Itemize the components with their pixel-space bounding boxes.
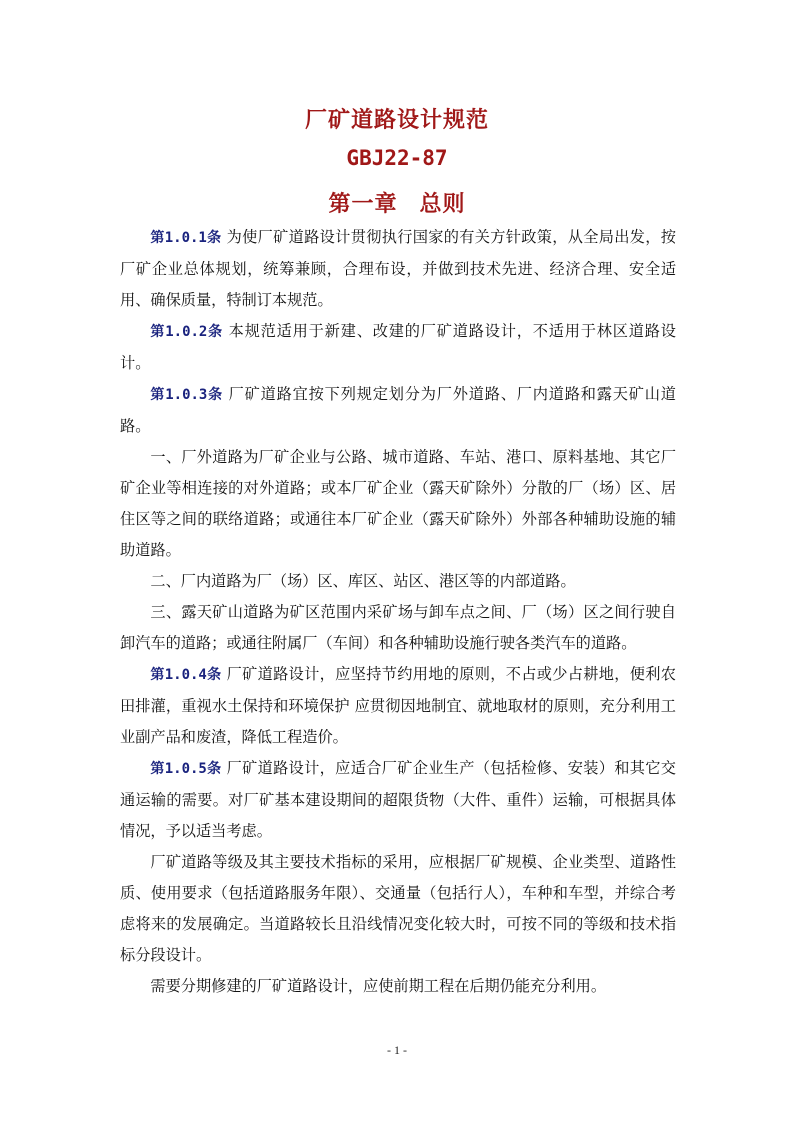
standard-code: GBJ22-87	[346, 146, 448, 170]
paragraph-text: 需要分期修建的厂矿道路设计，应使前期工程在后期仍能充分利用。	[150, 977, 607, 995]
paragraph-text: 二、厂内道路为厂（场）区、库区、站区、港区等的内部道路。	[150, 572, 576, 590]
document-body	[120, 222, 676, 1002]
paragraph	[120, 222, 676, 316]
paragraph	[120, 316, 676, 379]
paragraph-text: 厂矿道路宜按下列规定划分为厂外道路、厂内道路和露天矿山道路。	[120, 385, 676, 435]
paragraph-text: 为使厂矿道路设计贯彻执行国家的有关方针政策，从全局出发，按厂矿企业总体规划，统筹兼顾，合理布设，并做到技术先进、经济合理、安全适用、确保质量，特制订本规范。	[120, 228, 676, 309]
paragraph	[120, 753, 676, 847]
chapter-number: 第一章	[328, 191, 398, 217]
article-number: 第1.0.2条	[150, 324, 223, 340]
article-number: 第1.0.1条	[150, 230, 222, 246]
paragraph	[120, 659, 676, 753]
paragraph-text: 厂矿道路设计，应适合厂矿企业生产（包括检修、安装）和其它交通运输的需要。对厂矿基本建设期间的超限货物（大件、重件）运输，可根据具体情况，予以适当考虑。	[120, 759, 676, 840]
paragraph-text: 三、露天矿山道路为矿区范围内采矿场与卸车点之间、厂（场）区之间行驶自卸汽车的道路；或通往附属厂（车间）和各种辅助设施行驶各类汽车的道路。	[120, 603, 676, 652]
paragraph-text: 一、厂外道路为厂矿企业与公路、城市道路、车站、港口、原料基地、其它厂矿企业等相连接的对外道路；或本厂矿企业（露天矿除外）分散的厂（场）区、居住区等之间的联络道路；或通往本厂矿企业（露天矿除外）外部各种辅助设施的辅助道路。	[120, 448, 676, 559]
paragraph	[120, 379, 676, 442]
paragraph	[120, 597, 676, 659]
article-number: 第1.0.3条	[150, 387, 223, 403]
article-number: 第1.0.4条	[150, 667, 222, 683]
paragraph	[120, 442, 676, 566]
article-number: 第1.0.5条	[150, 761, 222, 777]
paragraph	[120, 847, 676, 971]
page-number: - 1 -	[387, 1043, 407, 1057]
paragraph	[120, 971, 676, 1002]
chapter-heading	[0, 187, 794, 218]
paragraph-text: 厂矿道路设计，应坚持节约用地的原则，不占或少占耕地，便利农田排灌，重视水土保持和环境保护 应贯彻因地制宜、就地取材的原则，充分利用工业副产品和废渣，降低工程造价。	[120, 665, 676, 746]
chapter-name: 总则	[419, 191, 466, 217]
paragraph-text: 本规范适用于新建、改建的厂矿道路设计，不适用于林区道路设计。	[120, 322, 676, 372]
document-title: 厂矿道路设计规范	[304, 107, 489, 133]
paragraph-text: 厂矿道路等级及其主要技术指标的采用，应根据厂矿规模、企业类型、道路性质、使用要求（包括道路服务年限）、交通量（包括行人），车种和车型，并综合考虑将来的发展确定。当道路较长且沿线情况变化较大时，可按不同的等级和技术指标分段设计。	[120, 853, 676, 964]
paragraph	[120, 566, 676, 597]
